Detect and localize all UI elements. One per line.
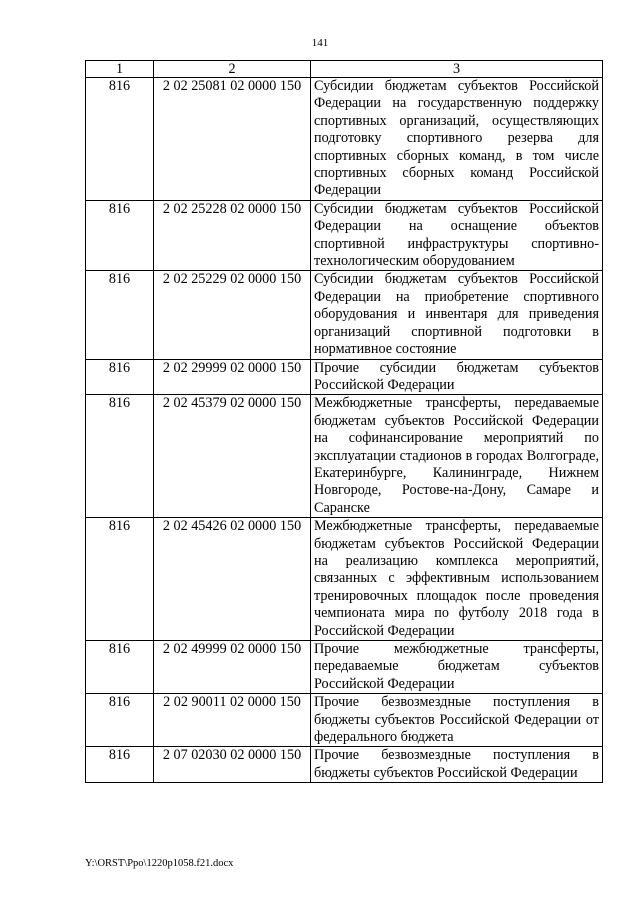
budget-revenue-table (85, 60, 603, 783)
budget-code-cell: 2 02 45426 02 0000 150 (154, 518, 311, 641)
table-row (86, 747, 603, 783)
admin-code-cell: 816 (86, 271, 154, 359)
table-row (86, 271, 603, 359)
table-row (86, 694, 603, 747)
table-header-row (86, 61, 603, 78)
budget-code-cell: 2 02 49999 02 0000 150 (154, 641, 311, 694)
revenue-name-cell: Субсидии бюджетам субъектов Российской Федерации на приобретение спортивного оборудования и инвентаря для приведения организаций спортивной подготовки в нормативное состояние (311, 271, 603, 359)
revenue-name-cell: Межбюджетные трансферты, передаваемые бюджетам субъектов Российской Федерации на софинансирование мероприятий по эксплуатации стадионов в городах Волгограде, Екатеринбурге, Калининграде, Нижнем Новгороде, Ростове-на-Дону, Самаре и Саранске (311, 395, 603, 518)
budget-code-cell: 2 07 02030 02 0000 150 (154, 747, 311, 783)
table-row (86, 200, 603, 271)
table-row (86, 78, 603, 201)
revenue-name-cell: Субсидии бюджетам субъектов Российской Федерации на оснащение объектов спортивной инфраструктуры спортивно-технологическим оборудованием (311, 200, 603, 271)
admin-code-cell: 816 (86, 359, 154, 395)
footer-file-path: Y:\ORST\Ppo\1220p1058.f21.docx (85, 858, 234, 869)
revenue-name-cell: Прочие субсидии бюджетам субъектов Российской Федерации (311, 359, 603, 395)
revenue-name-cell: Субсидии бюджетам субъектов Российской Федерации на государственную поддержку спортивных организаций, осуществляющих подготовку спортивного резерва для спортивных сборных команд, в том числе спортивных сборных команд Российской Федерации (311, 78, 603, 201)
budget-code-cell: 2 02 25228 02 0000 150 (154, 200, 311, 271)
page-number: 141 (311, 37, 329, 49)
table-row (86, 641, 603, 694)
table-row (86, 518, 603, 641)
header-col-1: 1 (86, 61, 154, 78)
table-row (86, 359, 603, 395)
admin-code-cell: 816 (86, 518, 154, 641)
header-col-2: 2 (154, 61, 311, 78)
budget-code-cell: 2 02 25081 02 0000 150 (154, 78, 311, 201)
admin-code-cell: 816 (86, 200, 154, 271)
admin-code-cell: 816 (86, 747, 154, 783)
revenue-name-cell: Межбюджетные трансферты, передаваемые бюджетам субъектов Российской Федерации на реализацию комплекса мероприятий, связанных с эффективным использованием тренировочных площадок после проведения чемпионата мира по футболу 2018 года в Российской Федерации (311, 518, 603, 641)
admin-code-cell: 816 (86, 78, 154, 201)
table-row (86, 395, 603, 518)
revenue-name-cell: Прочие безвозмездные поступления в бюджеты субъектов Российской Федерации (311, 747, 603, 783)
revenue-name-cell: Прочие межбюджетные трансферты, передаваемые бюджетам субъектов Российской Федерации (311, 641, 603, 694)
budget-code-cell: 2 02 45379 02 0000 150 (154, 395, 311, 518)
header-col-3: 3 (311, 61, 603, 78)
budget-code-cell: 2 02 90011 02 0000 150 (154, 694, 311, 747)
admin-code-cell: 816 (86, 641, 154, 694)
budget-code-cell: 2 02 25229 02 0000 150 (154, 271, 311, 359)
admin-code-cell: 816 (86, 395, 154, 518)
admin-code-cell: 816 (86, 694, 154, 747)
revenue-name-cell: Прочие безвозмездные поступления в бюджеты субъектов Российской Федерации от федерального бюджета (311, 694, 603, 747)
budget-code-cell: 2 02 29999 02 0000 150 (154, 359, 311, 395)
